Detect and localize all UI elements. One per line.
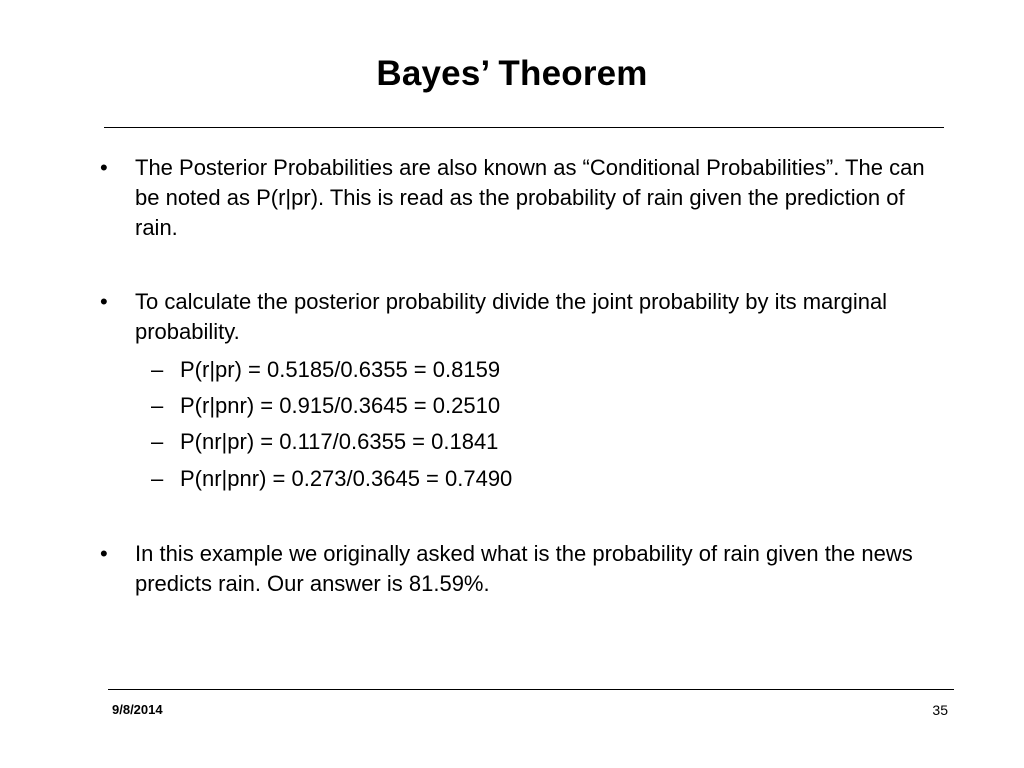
bullet-item — [92, 153, 952, 243]
slide-title: Bayes’ Theorem — [376, 54, 648, 93]
sub-bullet-mark: – — [151, 466, 164, 491]
sub-bullet-mark: – — [151, 357, 164, 382]
sub-bullet-text: P(nr|pnr) = 0.273/0.3645 = 0.7490 — [180, 466, 513, 491]
bullet-mark: • — [100, 541, 108, 566]
bullet-item — [92, 539, 952, 599]
sub-bullet-text: P(r|pr) = 0.5185/0.6355 = 0.8159 — [180, 357, 501, 382]
sub-bullet-text: P(r|pnr) = 0.915/0.3645 = 0.2510 — [180, 393, 501, 418]
page-number: 35 — [932, 702, 948, 718]
bullet-text: To calculate the posterior probability divide the joint probability by its marginal probability. — [135, 289, 888, 344]
sub-bullet-mark: – — [151, 393, 164, 418]
sub-bullet-mark: – — [151, 429, 164, 454]
bullet-item — [92, 287, 952, 347]
bullet-text: In this example we originally asked what is the probability of rain given the news predicts rain. Our answer is 81.59%. — [135, 541, 913, 596]
sub-bullet-text: P(nr|pr) = 0.117/0.6355 = 0.1841 — [180, 429, 499, 454]
sub-bullet-item — [92, 355, 952, 385]
footer-date: 9/8/2014 — [112, 702, 163, 717]
footer-divider — [108, 689, 954, 690]
bullet-mark: • — [100, 289, 108, 314]
bullet-text: The Posterior Probabilities are also known as “Conditional Probabilities”. The can be noted as P(r|pr). This is read as the probability of rain given the prediction of rain. — [135, 155, 925, 240]
title-divider — [104, 127, 944, 128]
sub-bullet-item — [92, 427, 952, 457]
bullet-mark: • — [100, 155, 108, 180]
sub-bullet-item — [92, 391, 952, 421]
sub-bullet-item — [92, 464, 952, 494]
